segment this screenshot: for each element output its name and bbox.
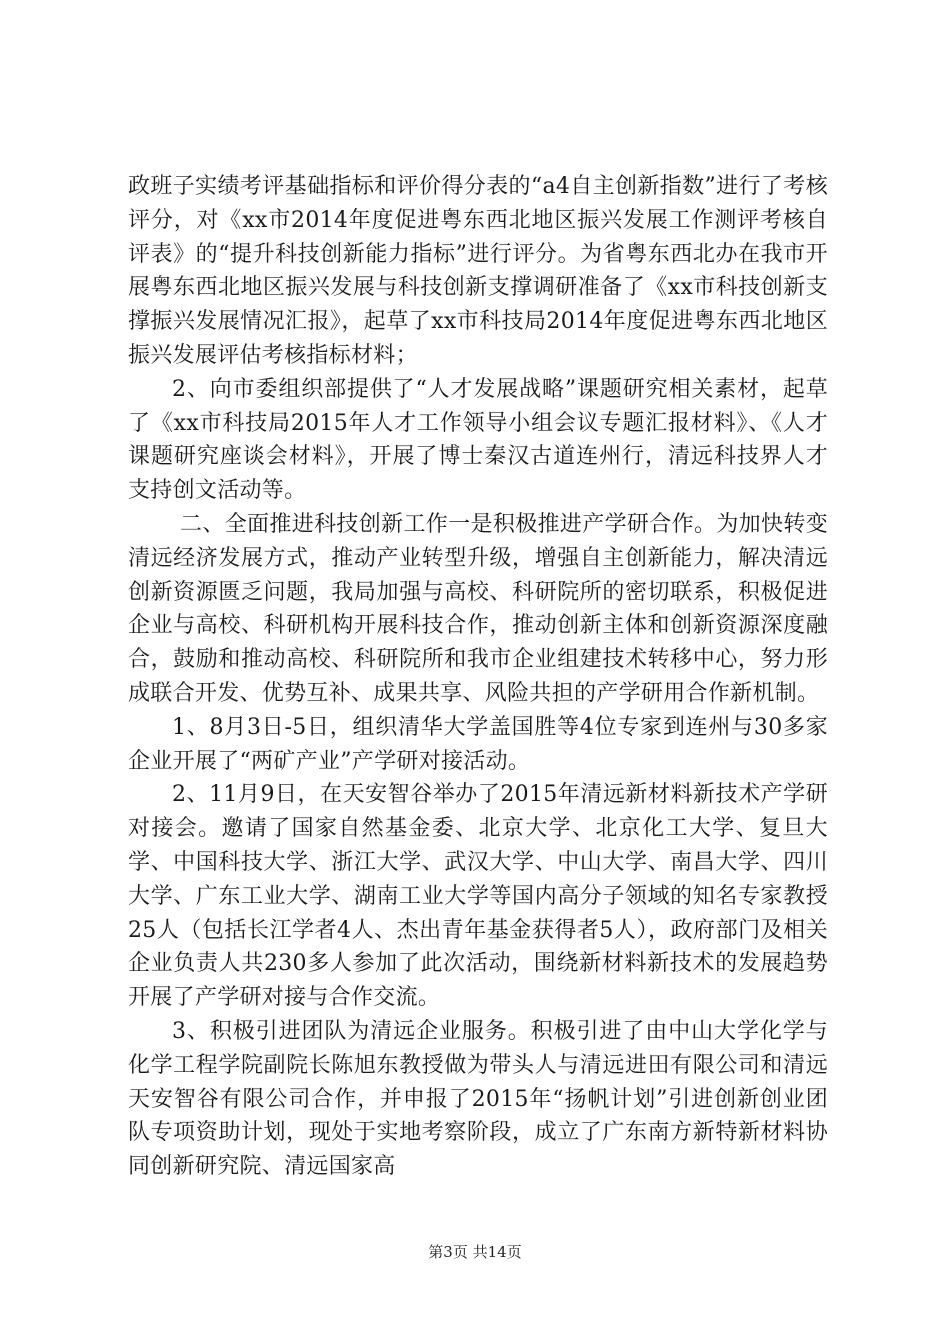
paragraph-item-1-lianzhou: 1、8月3日-5日，组织清华大学盖国胜等4位专家到连州与30多家企业开展了“两矿产业”产学研对接活动。 (128, 714, 828, 774)
paragraph-continuation: 政班子实绩考评基础指标和评价得分表的“a4自主创新指数”进行了考核评分，对《xx市2014年度促进粤东西北地区振兴发展工作测评考核自评表》的“提升科技创新能力指标”进行评分。为省粤东西北办在我市开展粤东西北地区振兴发展与科技创新支撑调研准备了《xx市科技创新支撑振兴发展情况汇报》，起草了xx市科技局2014年度促进粤东西北地区振兴发展评估考核指标材料； (128, 174, 828, 368)
document-body (128, 170, 828, 1184)
paragraph-item-2-tianan: 2、11月9日，在天安智谷举办了2015年清远新材料新技术产学研对接会。邀请了国家自然基金委、北京大学、北京化工大学、复旦大学、中国科技大学、浙江大学、武汉大学、中山大学、南昌大学、四川大学、广东工业大学、湖南工业大学等国内高分子领域的知名专家教授25人（包括长江学者4人、杰出青年基金获得者5人），政府部门及相关企业负责人共230多人参加了此次活动，围绕新材料新技术的发展趋势开展了产学研对接与合作交流。 (128, 782, 828, 1011)
page-footer: 第3页 共14页 (428, 1243, 522, 1261)
paragraph-talent-item-2: 2、向市委组织部提供了“人才发展战略”课题研究相关素材，起草了《xx市科技局2015年人才工作领导小组会议专题汇报材料》、《人才课题研究座谈会材料》，开展了博士秦汉古道连州行，清远科技界人才支持创文活动等。 (128, 376, 828, 504)
paragraph-section-2-innovation: 二、全面推进科技创新工作一是积极推进产学研合作。为加快转变清远经济发展方式，推动产业转型升级，增强自主创新能力，解决清远创新资源匮乏问题，我局加强与高校、科研院所的密切联系，积极促进企业与高校、科研机构开展科技合作，推动创新主体和创新资源深度融合，鼓励和推动高校、科研院所和我市企业组建技术转移中心，努力形成联合开发、优势互补、成果共享、风险共担的产学研用合作新机制。 (128, 511, 828, 706)
paragraph-item-3-team: 3、积极引进团队为清远企业服务。积极引进了由中山大学化学与化学工程学院副院长陈旭东教授做为带头人与清远进田有限公司和清远天安智谷有限公司合作，并申报了2015年“扬帆计划”引进创新创业团队专项资助计划，现处于实地考察阶段，成立了广东南方新特新材料协同创新研究院、清远国家高 (128, 1018, 828, 1180)
